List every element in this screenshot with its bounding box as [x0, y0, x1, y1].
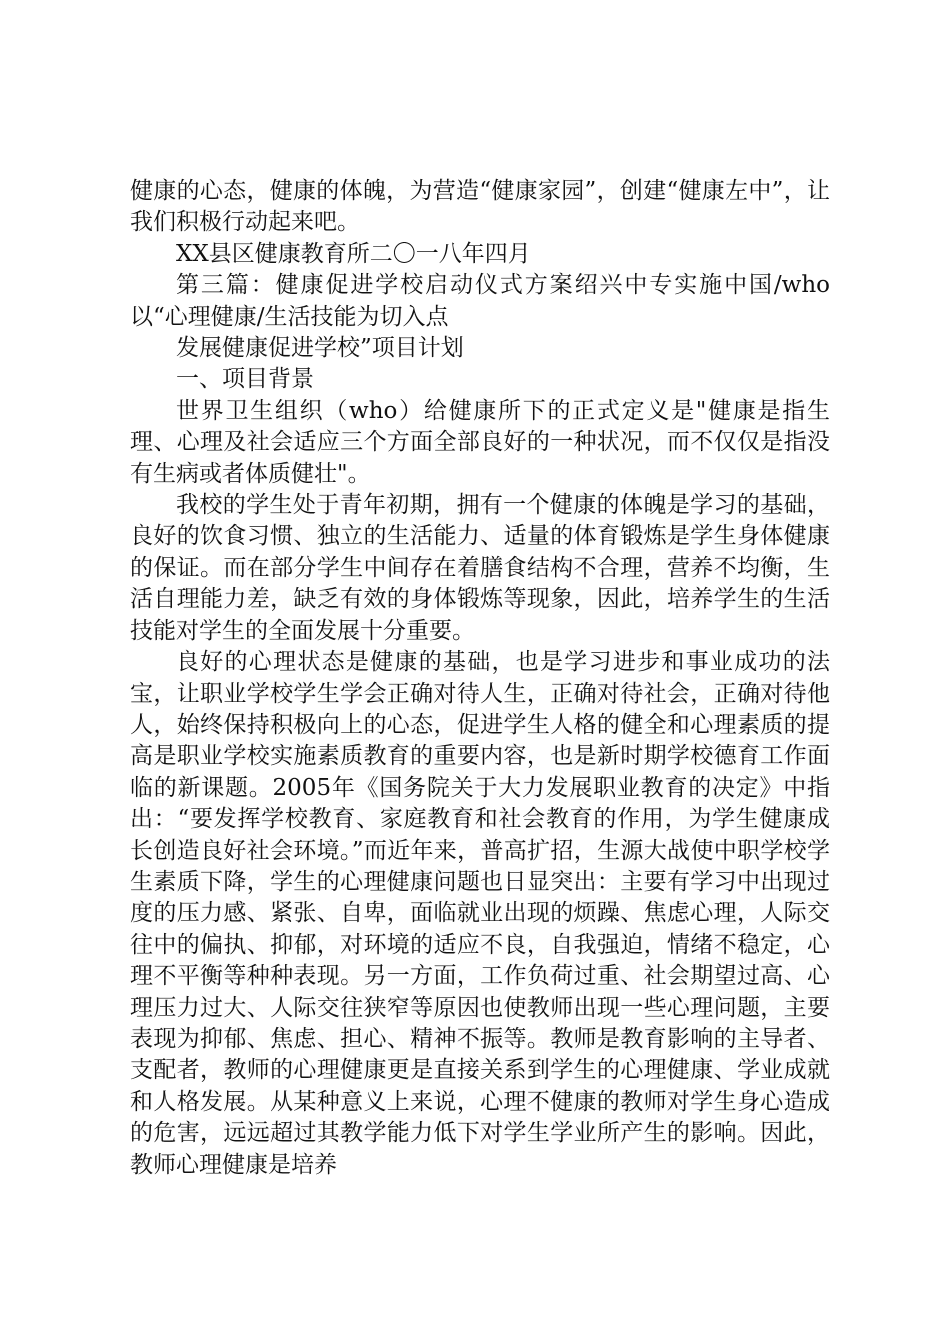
- paragraph-section-title-cont: 发展健康促进学校”项目计划: [176, 335, 464, 362]
- paragraph-closing: 健康的心态，健康的体魄，为营造“健康家园”，创建“健康左中”，让我们积极行动起来吧。: [130, 178, 830, 236]
- paragraph-signature: XX县区健康教育所二〇一八年四月: [176, 240, 531, 267]
- document-page: [130, 176, 830, 1181]
- paragraph-section-title: 第三篇：健康促进学校启动仪式方案绍兴中专实施中国/who以“心理健康/生活技能为切入点: [130, 272, 830, 330]
- paragraph-who-definition: 世界卫生组织（who）给健康所下的正式定义是"健康是指生理、心理及社会适应三个方面全部良好的一种状况，而不仅仅是指没有生病或者体质健壮"。: [130, 397, 830, 487]
- paragraph-students-health: 我校的学生处于青年初期，拥有一个健康的体魄是学习的基础，良好的饮食习惯、独立的生活能力、适量的体育锻炼是学生身体健康的保证。而在部分学生中间存在着膳食结构不合理，营养不均衡，生活自理能力差，缺乏有效的身体锻炼等现象，因此，培养学生的生活技能对学生的全面发展十分重要。: [130, 492, 830, 644]
- paragraph-heading-background: 一、项目背景: [176, 366, 314, 393]
- paragraph-mental-health: 良好的心理状态是健康的基础，也是学习进步和事业成功的法宝，让职业学校学生学会正确对待人生，正确对待社会，正确对待他人，始终保持积极向上的心态，促进学生人格的健全和心理素质的提高是职业学校实施素质教育的重要内容，也是新时期学校德育工作面临的新课题。2005年《国务院关于大力发展职业教育的决定》中指出：“要发挥学校教育、家庭教育和社会教育的作用，为学生健康成长创造良好社会环境。”而近年来，普高扩招，生源大战使中职学校学生素质下降，学生的心理健康问题也日显突出：主要有学习中出现过度的压力感、紧张、自卑，面临就业出现的烦躁、焦虑心理，人际交往中的偏执、抑郁，对环境的适应不良，自我强迫，情绪不稳定，心理不平衡等种种表现。另一方面，工作负荷过重、社会期望过高、心理压力过大、人际交往狭窄等原因也使教师出现一些心理问题，主要表现为抑郁、焦虑、担心、精神不振等。教师是教育影响的主导者、支配者，教师的心理健康更是直接关系到学生的心理健康、学业成就和人格发展。从某种意义上来说，心理不健康的教师对学生身心造成的危害，远远超过其教学能力低下对学生学业所产生的影响。因此，教师心理健康是培养: [130, 649, 830, 1178]
